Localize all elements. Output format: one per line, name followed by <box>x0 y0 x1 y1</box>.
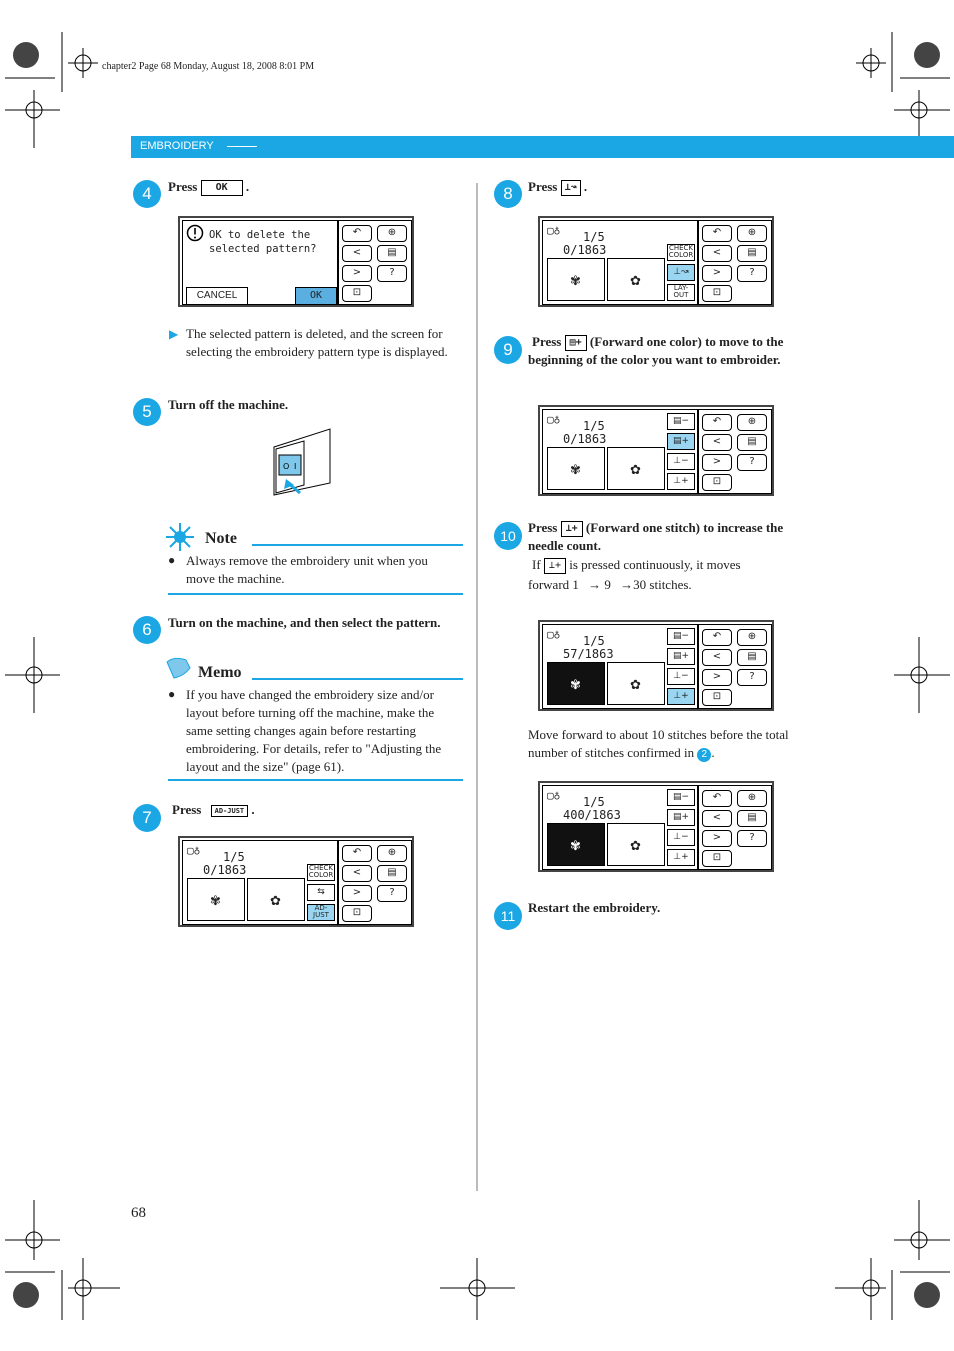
embroider-icon[interactable]: ⊡ <box>342 285 372 302</box>
file-icon[interactable]: ▤ <box>377 245 407 262</box>
delete-confirm-screen <box>178 216 414 307</box>
file-icon[interactable]: ▤ <box>737 245 767 262</box>
step-10-text: (Forward one stitch) to increase the needle count. <box>528 520 784 554</box>
pattern-pane <box>542 220 698 305</box>
adjust-button[interactable]: AD- JUST <box>307 904 335 921</box>
step-10-screen <box>538 620 774 711</box>
left-arrow-icon[interactable]: < <box>702 245 732 262</box>
page-number: 68 <box>131 1205 146 1221</box>
back-icon[interactable]: ↶ <box>702 225 732 242</box>
cancel-button[interactable]: CANCEL <box>186 287 248 305</box>
preview-right <box>607 447 665 490</box>
period: . <box>245 179 250 194</box>
step-6-instruction: Turn on the machine, and then select the pattern. <box>168 615 441 630</box>
embroider-icon[interactable]: ⊡ <box>702 285 732 302</box>
key-pane <box>698 785 772 870</box>
help-icon[interactable]: ? <box>377 265 407 282</box>
forward-stitch-key-icon: ⊥+ <box>561 521 583 537</box>
preview-left <box>547 823 605 866</box>
help-icon[interactable]: ? <box>737 454 767 471</box>
warning-icon <box>186 224 204 242</box>
stitch-counter: 57/1863 <box>563 647 614 661</box>
motif-icon: ✿ <box>630 838 641 853</box>
motif-icon: ✿ <box>270 893 281 908</box>
back-one-stitch-icon[interactable]: ⊥− <box>667 453 695 470</box>
message-pane <box>182 220 338 305</box>
continuous-text: is pressed continuously, it moves <box>569 557 741 572</box>
color-counter: 1/5 <box>583 634 605 648</box>
file-icon[interactable]: ▤ <box>377 865 407 882</box>
step-7-instruction <box>172 802 255 818</box>
memo-bullet: ● <box>168 687 176 701</box>
frame-icon: ▢♁ <box>547 413 561 426</box>
help-icon[interactable]: ? <box>737 669 767 686</box>
check-color-button[interactable]: CHECK COLOR <box>668 244 694 259</box>
key-pane <box>338 840 412 925</box>
back-one-color-icon[interactable]: ▤− <box>667 789 695 806</box>
period: . <box>711 745 715 760</box>
embroider-icon[interactable]: ⊡ <box>702 474 732 491</box>
note-star-icon <box>164 521 196 553</box>
left-arrow-icon[interactable]: < <box>342 865 372 882</box>
back-icon[interactable]: ↶ <box>342 225 372 242</box>
check-color-button[interactable]: CHECK COLOR <box>308 864 334 879</box>
motif-icon: ✾ <box>570 273 581 288</box>
preview-right <box>607 823 665 866</box>
preview-left <box>187 878 245 921</box>
step-6-badge: 6 <box>133 616 161 644</box>
motif-icon: ✾ <box>210 893 221 908</box>
embroider-icon[interactable]: ⊡ <box>702 689 732 706</box>
left-arrow-icon[interactable]: < <box>702 810 732 827</box>
file-meta: chapter2 Page 68 Monday, August 18, 2008 8:01 PM <box>102 61 315 72</box>
motif-icon: ✾ <box>570 677 581 692</box>
memory-icon[interactable]: ⊕ <box>737 629 767 646</box>
step-8-screen <box>538 216 774 307</box>
step-7-screen <box>178 836 414 927</box>
arrow-2: → <box>620 577 634 592</box>
press-label: Press <box>172 802 202 817</box>
preview-right <box>247 878 305 921</box>
nine-label: 9 <box>604 577 611 592</box>
step-10-speed <box>528 576 692 594</box>
result-arrow-icon: ▶ <box>169 327 179 341</box>
stitch-counter: 400/1863 <box>563 808 621 822</box>
frame-icon: ▢♁ <box>547 224 561 237</box>
note-bottom-rule <box>168 593 463 595</box>
frame-icon: ▢♁ <box>547 789 561 802</box>
section-title: EMBROIDERY <box>140 140 214 152</box>
power-switch-illustration <box>268 423 334 497</box>
file-icon[interactable]: ▤ <box>737 810 767 827</box>
forward-one-stitch-icon[interactable]: ⊥+ <box>667 473 695 490</box>
press-label: Press <box>528 520 558 535</box>
preview-left <box>547 258 605 301</box>
ok-button[interactable]: OK <box>295 287 337 305</box>
stitch-counter: 0/1863 <box>563 243 607 257</box>
step-10-final-screen <box>538 781 774 872</box>
step-4-badge: 4 <box>133 180 161 208</box>
thirty-label: 30 stitches. <box>633 577 692 592</box>
after-text: Move forward to about 10 stitches before the total number of stitches confirmed in <box>528 727 789 760</box>
back-icon[interactable]: ↶ <box>702 629 732 646</box>
step-5-instruction: Turn off the machine. <box>168 397 289 412</box>
motif-icon: ✿ <box>630 273 641 288</box>
band-rule <box>227 146 257 147</box>
help-icon[interactable]: ? <box>737 830 767 847</box>
step-7-badge: 7 <box>133 804 161 832</box>
pattern-pane <box>542 624 698 709</box>
back-icon[interactable]: ↶ <box>342 845 372 862</box>
press-label: Press <box>532 334 562 349</box>
right-arrow-icon[interactable]: > <box>702 265 732 282</box>
press-label: Press <box>528 179 558 194</box>
forward-one-color-icon[interactable]: ▤+ <box>667 809 695 826</box>
step-4-instruction <box>168 179 249 196</box>
memo-text: If you have changed the embroidery size and/or layout before turning off the machine, make the same setting changes again before restarting embroidering. For details, refer to "Adjusting the layout and the size" (page 61). <box>186 687 442 774</box>
right-arrow-icon[interactable]: > <box>702 454 732 471</box>
stitch-counter: 0/1863 <box>203 863 247 877</box>
step-ref-badge: 2 <box>697 748 711 762</box>
motif-icon: ✿ <box>630 677 641 692</box>
key-pane <box>338 220 412 305</box>
memo-rule <box>252 678 463 680</box>
left-arrow-icon[interactable]: < <box>702 434 732 451</box>
preview-right <box>607 258 665 301</box>
step-5-badge: 5 <box>133 398 161 426</box>
embroider-icon[interactable]: ⊡ <box>702 850 732 867</box>
right-arrow-icon[interactable]: > <box>702 669 732 686</box>
frame-icon: ▢♁ <box>547 628 561 641</box>
color-counter: 1/5 <box>583 230 605 244</box>
step-4-result: The selected pattern is deleted, and the screen for selecting the embroidery pattern type is displayed. <box>186 326 448 359</box>
ok-key: OK <box>201 180 243 196</box>
motif-icon: ✿ <box>630 462 641 477</box>
step-9-screen <box>538 405 774 496</box>
memo-title: Memo <box>198 664 242 681</box>
preview-left <box>547 662 605 705</box>
pattern-pane <box>182 840 338 925</box>
forward-color-key-icon: ▤+ <box>565 335 587 351</box>
forward-one-color-icon[interactable]: ▤+ <box>667 648 695 665</box>
help-icon[interactable]: ? <box>377 885 407 902</box>
key-pane <box>698 624 772 709</box>
back-one-stitch-icon[interactable]: ⊥− <box>667 829 695 846</box>
help-icon[interactable]: ? <box>737 265 767 282</box>
preview-left <box>547 447 605 490</box>
memory-icon[interactable]: ⊕ <box>737 225 767 242</box>
step-10-badge: 10 <box>494 522 522 550</box>
delete-message: OK to delete the selected pattern? <box>209 229 317 255</box>
color-counter: 1/5 <box>223 850 245 864</box>
pattern-pane <box>542 785 698 870</box>
preview-right <box>607 662 665 705</box>
right-arrow-icon[interactable]: > <box>702 830 732 847</box>
back-icon[interactable]: ↶ <box>702 414 732 431</box>
arrow-1: → <box>588 577 602 592</box>
right-arrow-icon[interactable]: > <box>342 265 372 282</box>
embroider-icon[interactable]: ⊡ <box>342 905 372 922</box>
move-frame-icon[interactable]: ⇆ <box>307 884 335 901</box>
step-10-after <box>528 726 818 762</box>
step-9-text: (Forward one color) to move to the beginning of the color you want to embroider. <box>528 334 784 368</box>
needle-jump-key-icon: ⊥↝ <box>561 180 581 196</box>
section-band <box>131 136 954 158</box>
svg-text:O: O <box>283 462 290 471</box>
memory-icon[interactable]: ⊕ <box>377 845 407 862</box>
layout-button[interactable]: LAY- OUT <box>667 284 695 301</box>
if-label: If <box>532 557 541 572</box>
step-11-badge: 11 <box>494 902 522 930</box>
forward-stitch-key-icon: ⊥+ <box>544 558 566 574</box>
note-rule <box>252 544 463 546</box>
motif-icon: ✾ <box>570 838 581 853</box>
file-icon[interactable]: ▤ <box>737 434 767 451</box>
step-9-instruction <box>528 333 818 369</box>
step-11-instruction: Restart the embroidery. <box>528 900 661 915</box>
motif-icon: ✾ <box>570 462 581 477</box>
period: . <box>251 802 255 817</box>
adjust-key: AD-JUST <box>211 805 249 817</box>
memory-icon[interactable]: ⊕ <box>737 414 767 431</box>
column-divider <box>476 183 478 1191</box>
back-one-stitch-icon[interactable]: ⊥− <box>667 668 695 685</box>
color-counter: 1/5 <box>583 419 605 433</box>
memo-bottom-rule <box>168 779 463 781</box>
frame-icon: ▢♁ <box>187 844 201 857</box>
back-one-color-icon[interactable]: ▤− <box>667 628 695 645</box>
back-icon[interactable]: ↶ <box>702 790 732 807</box>
step-9-badge: 9 <box>494 336 522 364</box>
memory-icon[interactable]: ⊕ <box>737 790 767 807</box>
press-label: Press <box>168 179 198 194</box>
note-title: Note <box>205 530 237 547</box>
step-8-instruction <box>528 179 587 196</box>
left-arrow-icon[interactable]: < <box>342 245 372 262</box>
memo-icon <box>164 654 192 680</box>
color-counter: 1/5 <box>583 795 605 809</box>
pattern-pane <box>542 409 698 494</box>
step-10-instruction <box>528 519 818 555</box>
file-icon[interactable]: ▤ <box>737 649 767 666</box>
key-pane <box>698 220 772 305</box>
back-one-color-icon[interactable]: ▤− <box>667 413 695 430</box>
right-arrow-icon[interactable]: > <box>342 885 372 902</box>
memory-icon[interactable]: ⊕ <box>377 225 407 242</box>
step-10-continuous <box>532 556 741 574</box>
stitch-counter: 0/1863 <box>563 432 607 446</box>
forward-one-color-icon[interactable]: ▤+ <box>667 433 695 450</box>
forward-one-stitch-icon[interactable]: ⊥+ <box>667 849 695 866</box>
needle-jump-button[interactable]: ⊥↝ <box>667 264 695 281</box>
left-arrow-icon[interactable]: < <box>702 649 732 666</box>
note-bullet: ● <box>168 553 176 567</box>
forward-label: forward 1 <box>528 577 579 592</box>
forward-one-stitch-icon[interactable]: ⊥+ <box>667 688 695 705</box>
note-text: Always remove the embroidery unit when you move the machine. <box>186 553 428 586</box>
key-pane <box>698 409 772 494</box>
svg-text:I: I <box>294 462 297 471</box>
step-8-badge: 8 <box>494 180 522 208</box>
period: . <box>583 179 588 194</box>
